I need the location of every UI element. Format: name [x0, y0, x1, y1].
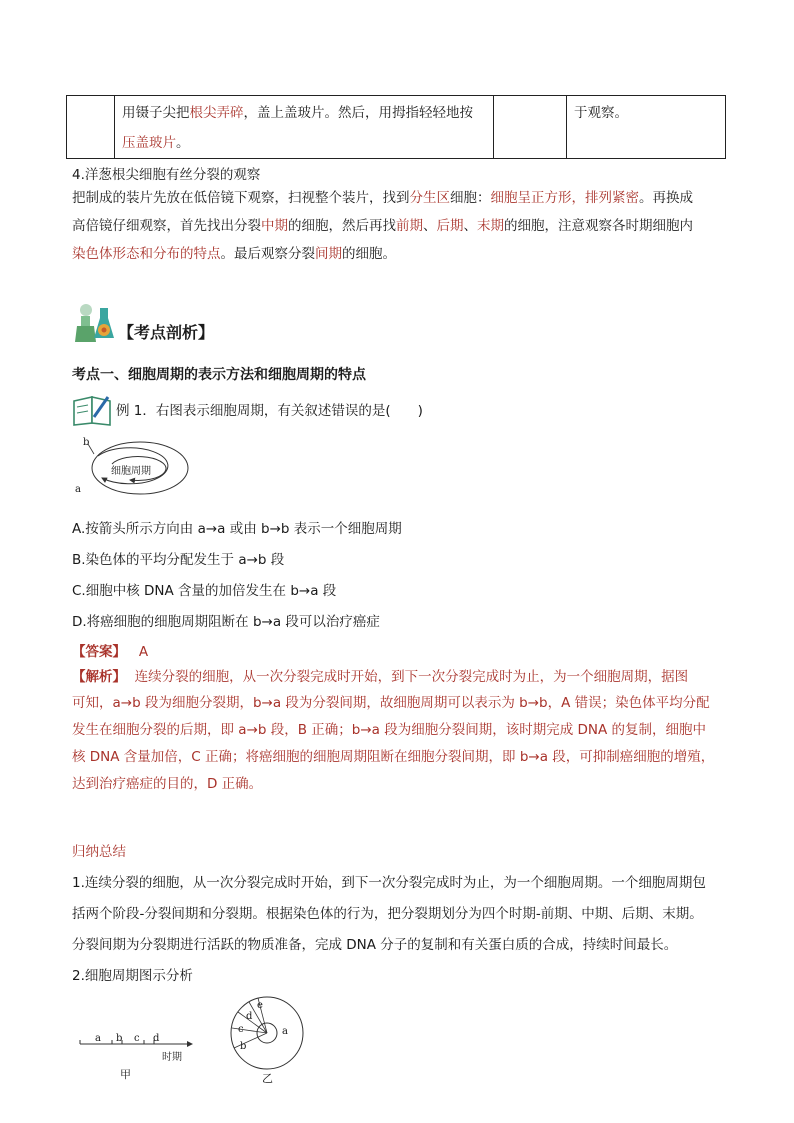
option-d: D.将癌细胞的细胞周期阻断在 b→a 段可以治疗癌症	[72, 614, 380, 630]
text: 、	[423, 218, 437, 234]
analysis-line-4: 核 DNA 含量加倍，C 正确；将癌细胞的细胞周期阻断在细胞分裂间期，即 b→a 段，可抑制癌细胞的增殖，	[72, 749, 715, 765]
answer-value: A	[138, 644, 149, 660]
text: 、	[463, 218, 477, 234]
answer-tag: 【答案】	[72, 644, 126, 660]
analysis-line-1	[72, 668, 688, 686]
text: 。最后观察分裂	[220, 246, 315, 262]
figure-label-a: a	[75, 484, 81, 495]
procedure-highlight: 压盖玻片	[122, 135, 176, 151]
procedure-highlight: 根尖弄碎	[189, 105, 244, 121]
option-b: B.染色体的平均分配发生于 a→b 段	[72, 552, 285, 568]
book-pen-icon	[72, 393, 116, 427]
pie-label-c: c	[238, 1024, 244, 1035]
text: 把制成的装片先放在低倍镜下观察，扫视整个装片，找到	[72, 190, 410, 206]
highlight: 染色体形态和分布的特点	[72, 246, 221, 262]
table-cell-empty	[494, 96, 567, 159]
figure-center-label: 细胞周期	[111, 466, 151, 477]
observe-line-1	[72, 189, 693, 207]
highlight: 中期	[261, 218, 288, 234]
text: 细胞：	[450, 190, 491, 206]
section-title: 【考点剖析】	[118, 323, 215, 342]
text: 的细胞。	[342, 246, 396, 262]
table-row	[67, 96, 726, 159]
diagram-caption-yi: 乙	[262, 1072, 273, 1085]
pie-label-b: b	[240, 1041, 247, 1052]
option-c: C.细胞中核 DNA 含量的加倍发生在 b→a 段	[72, 583, 337, 599]
timeline-label-c: c	[134, 1033, 140, 1044]
highlight: 末期	[477, 218, 504, 234]
option-a: A.按箭头所示方向由 a→a 或由 b→b 表示一个细胞周期	[72, 521, 402, 537]
topic-title: 考点一、细胞周期的表示方法和细胞周期的特点	[72, 367, 366, 383]
text: 的细胞，注意观察各时期细胞内	[504, 218, 693, 234]
diagram-caption-jia: 甲	[120, 1068, 131, 1081]
timeline-label-a: a	[95, 1033, 101, 1044]
purpose-text: 于观察。	[574, 105, 628, 121]
summary-line-1: 1.连续分裂的细胞，从一次分裂完成时开始，到下一次分裂完成时为止，为一个细胞周期。一个细胞周期包	[72, 875, 706, 891]
highlight: 分生区	[409, 190, 450, 206]
summary-line-4: 2.细胞周期图示分析	[72, 968, 193, 984]
analysis-line-3: 发生在细胞分裂的后期，即 a→b 段，B 正确；b→a 段为细胞分裂间期，该时期完成 DNA 的复制，细胞中	[72, 722, 707, 738]
timeline-label-d: d	[153, 1033, 160, 1044]
text: 。再换成	[639, 190, 693, 206]
text: 的细胞，然后再找	[288, 218, 396, 234]
flask-icon	[72, 302, 118, 346]
figure-label-b: b	[83, 437, 90, 448]
analysis-line-5: 达到治疗癌症的目的，D 正确。	[72, 776, 263, 792]
procedure-text: 用镊子尖把	[122, 105, 190, 121]
highlight: 细胞呈正方形，排列紧密	[490, 190, 639, 206]
pie-label-d: d	[246, 1011, 253, 1022]
pie-label-e: e	[257, 1000, 263, 1011]
highlight: 前期	[396, 218, 423, 234]
highlight: 后期	[436, 218, 464, 234]
highlight: 间期	[315, 246, 342, 262]
analysis-text: 连续分裂的细胞，从一次分裂完成时开始，到下一次分裂完成时为止，为一个细胞周期，据图	[134, 669, 689, 685]
summary-line-2: 括两个阶段-分裂间期和分裂期。根据染色体的行为，把分裂期划分为四个时期-前期、中期、后期、末期。	[72, 906, 703, 922]
summary-heading: 归纳总结	[72, 844, 126, 860]
timeline-axis-label: 时期	[162, 1052, 182, 1063]
observe-heading: 4.洋葱根尖细胞有丝分裂的观察	[72, 167, 261, 183]
observe-line-3	[72, 245, 396, 263]
text: 高倍镜仔细观察，首先找出分裂	[72, 218, 261, 234]
analysis-line-2: 可知，a→b 段为细胞分裂期，b→a 段为分裂间期，故细胞周期可以表示为 b→b，A 错误；染色体平均分配	[72, 695, 710, 711]
procedure-text: ，盖上盖玻片。然后，用拇指轻轻地按	[243, 105, 473, 121]
observe-line-2	[72, 217, 693, 235]
analysis-tag: 【解析】	[72, 669, 126, 685]
table-cell-procedure	[115, 96, 494, 159]
summary-line-3: 分裂间期为分裂期进行活跃的物质准备，完成 DNA 分子的复制和有关蛋白质的合成，持续时间最长。	[72, 937, 678, 953]
procedure-text: 。	[176, 135, 190, 151]
answer-line	[72, 643, 148, 661]
procedure-table	[66, 95, 726, 159]
example-question: 例 1．右图表示细胞周期，有关叙述错误的是( )	[116, 403, 423, 419]
table-cell-purpose	[567, 96, 726, 159]
timeline-label-b: b	[116, 1033, 123, 1044]
pie-label-a: a	[282, 1026, 288, 1037]
table-cell-empty	[67, 96, 115, 159]
